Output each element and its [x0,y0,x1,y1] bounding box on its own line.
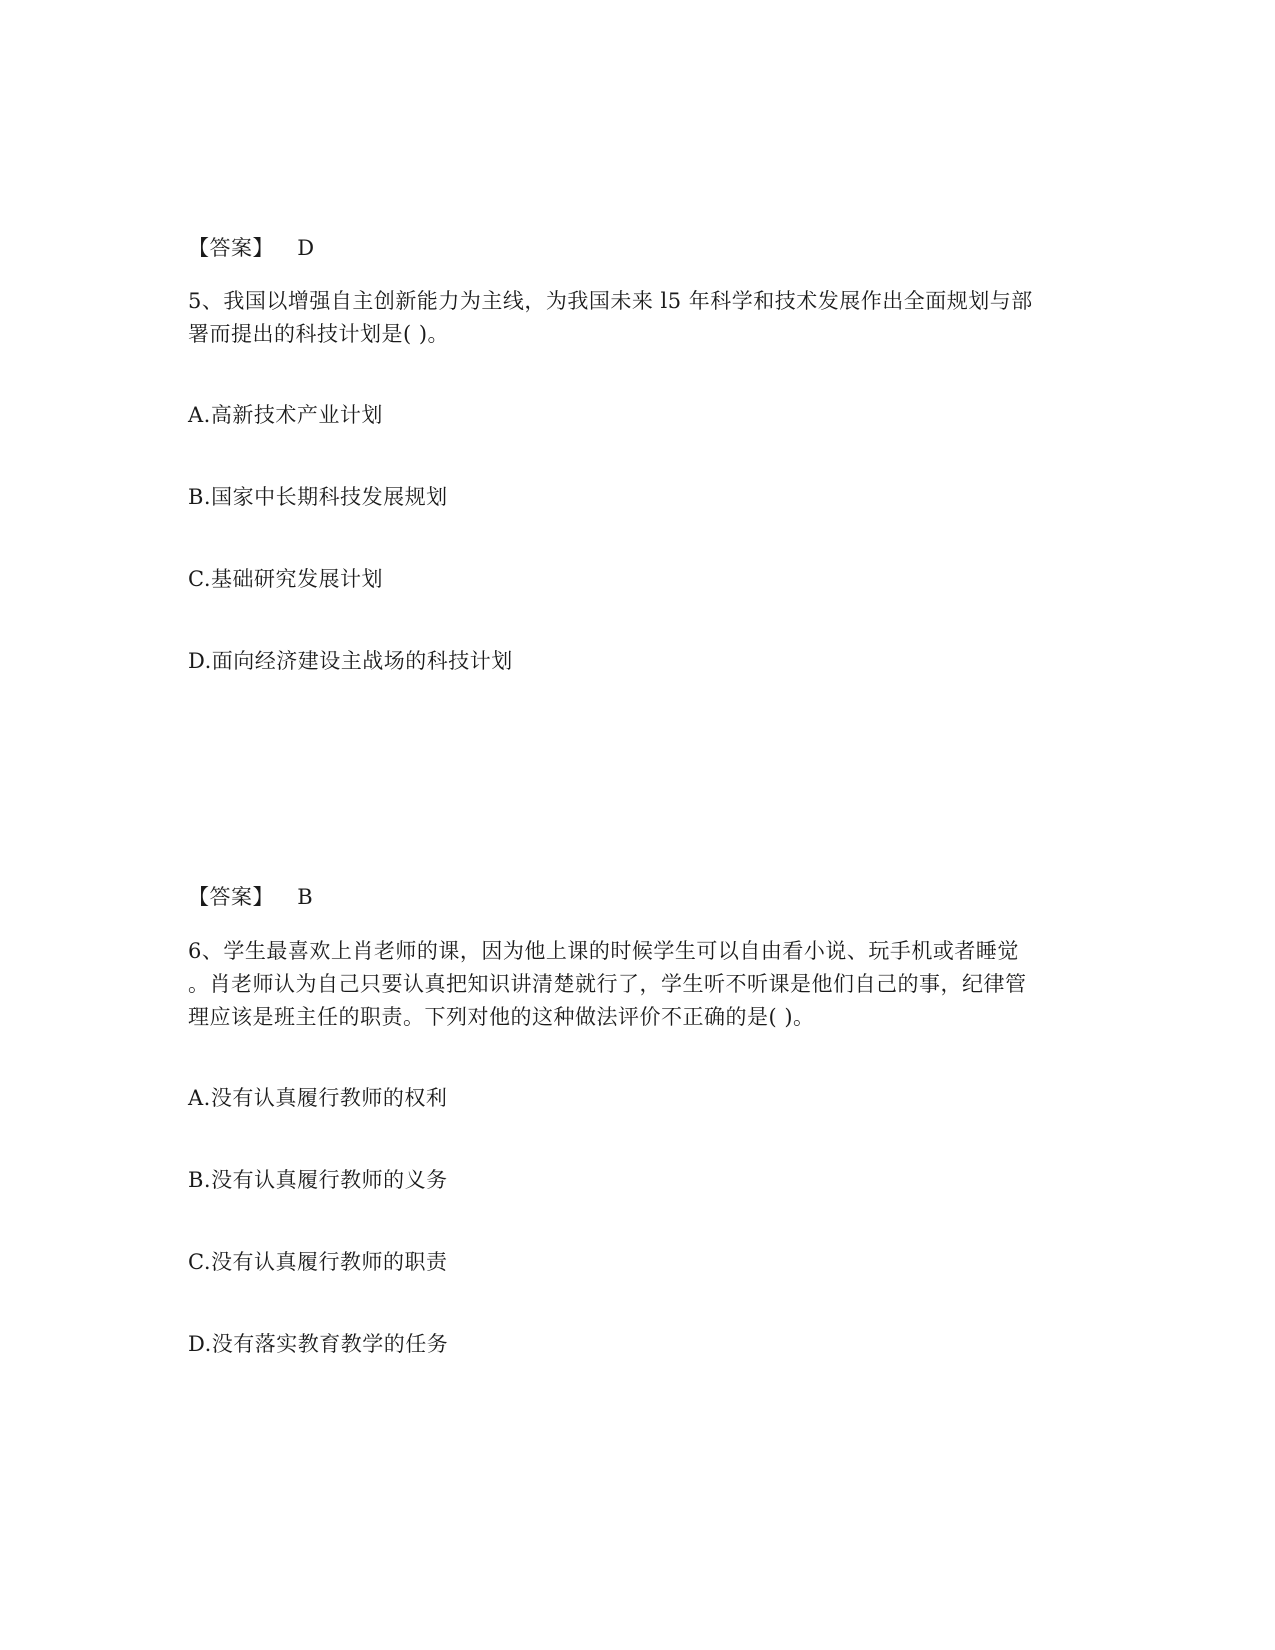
option-a: A.没有认真履行教师的权利 [188,1086,448,1110]
option-b: B.国家中长期科技发展规划 [188,485,448,509]
question-text-line: 理应该是班主任的职责。下列对他的这种做法评价不正确的是( )。 [188,1005,815,1029]
option-b: B.没有认真履行教师的义务 [188,1168,448,1192]
option-a: A.高新技术产业计划 [188,403,383,427]
option-c: C.没有认真履行教师的职责 [188,1250,448,1274]
question-text-line: 6、学生最喜欢上肖老师的课，因为他上课的时候学生可以自由看小说、玩手机或者睡觉 [188,939,1019,963]
question-text-line: 。肖老师认为自己只要认真把知识讲清楚就行了，学生听不听课是他们自己的事，纪律管 [188,972,1027,996]
option-d: D.没有落实教育教学的任务 [188,1332,449,1356]
answer-label: 【答案】 [188,885,274,909]
option-c: C.基础研究发展计划 [188,567,383,591]
option-d: D.面向经济建设主战场的科技计划 [188,649,513,673]
answer-label: 【答案】 [188,236,274,260]
answer-value: B [297,885,314,909]
answer-line [188,231,315,265]
question-text-line: 署而提出的科技计划是( )。 [188,322,450,346]
question-text-line: 5、我国以增强自主创新能力为主线，为我国未来 l5 年科学和技术发展作出全面规划与部 [188,289,1033,313]
answer-value: D [297,236,315,260]
answer-line [188,880,313,914]
